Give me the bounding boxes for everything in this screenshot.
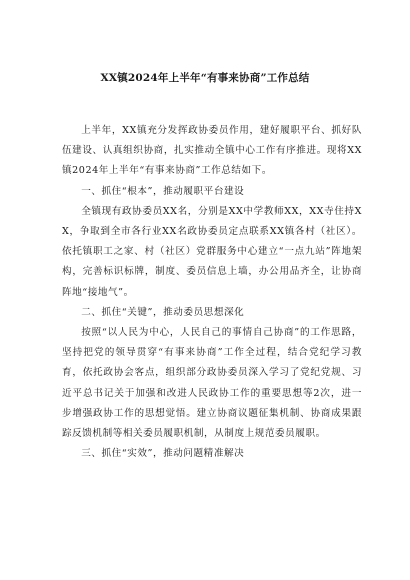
intro-paragraph: 上半年，XX镇充分发挥政协委员作用，建好履职平台、抓好队伍建设、认真组织协商，扎实推动全镇中心工作有序推进。现将XX镇2024年上半年“有事来协商”工作总结如下。	[62, 125, 362, 177]
section-heading-1: 一、抓住“根本”，推动履职平台建设	[81, 185, 245, 197]
document-body	[62, 121, 362, 464]
section-1-paragraph: 全镇现有政协委员XX名，分别是XX中学教师XX，XX寺住持XX，争取到全市各行业XX名政协委员定点联系XX镇各村（社区）。依托镇职工之家、村（社区）党群服务中心建立“一点九站”阵地架构，完善标识标牌，制度、委员信息上墙，办公用品齐全，让协商阵地“接地气”。	[62, 205, 362, 298]
document-title: XX镇2024年上半年“有事来协商”工作总结	[100, 72, 310, 84]
section-heading-2: 二、抓住“关键”，推动委员思想深化	[81, 306, 245, 318]
section-heading-3: 三、抓住“实效”，推动问题精准解决	[81, 448, 245, 460]
section-2-paragraph: 按照“以人民为中心，人民自己的事情自己协商”的工作思路，坚持把党的领导贯穿“有事来协商”工作全过程，结合党纪学习教育，依托政协会客点，组织部分政协委员深入学习了党纪党规、习近平总书记关于加强和改进人民政协工作的重要思想等2次，进一步增强政协工作的思想觉悟。建立协商议题征集机制、协商成果跟踪反馈机制等相关委员履职机制，从制度上规范委员履职。	[62, 327, 362, 440]
